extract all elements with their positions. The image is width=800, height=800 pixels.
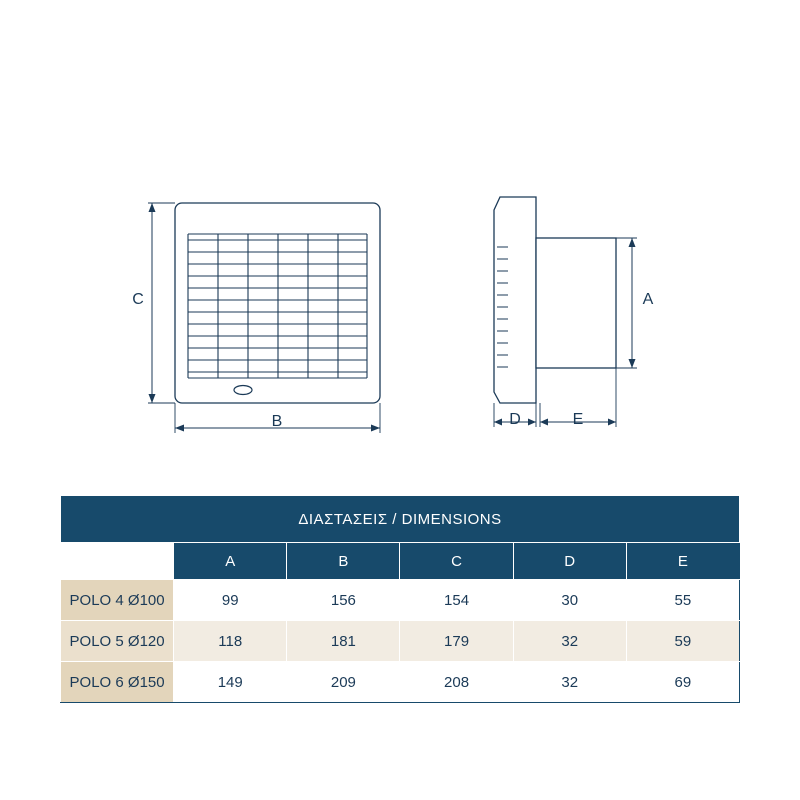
row-3-e: 69 [626,662,739,703]
table-header-row [61,543,740,580]
side-duct-spigot [536,238,616,368]
row-2-c: 179 [400,621,513,662]
header-col-d: D [513,543,626,580]
dimension-c [148,203,175,403]
label-e: E [572,411,584,428]
row-1-c: 154 [400,580,513,621]
row-model-3: POLO 6 Ø150 [61,662,174,703]
row-model-2: POLO 5 Ø120 [61,621,174,662]
row-1-e: 55 [626,580,739,621]
table-row [61,621,740,662]
header-col-b: B [287,543,400,580]
dimensions-table [60,495,740,703]
row-model-1: POLO 4 Ø100 [61,580,174,621]
row-2-d: 32 [513,621,626,662]
label-d: D [509,411,521,428]
header-col-c: C [400,543,513,580]
side-view [494,197,616,403]
table-title-row [61,496,740,543]
row-3-a: 149 [174,662,287,703]
label-c: C [132,291,144,309]
table-title: ΔΙΑΣΤΑΣΕΙΣ / DIMENSIONS [61,496,740,543]
row-3-c: 208 [400,662,513,703]
row-3-d: 32 [513,662,626,703]
row-1-d: 30 [513,580,626,621]
header-model-blank [61,543,174,580]
row-1-a: 99 [174,580,287,621]
row-1-b: 156 [287,580,400,621]
table-row [61,580,740,621]
row-2-b: 181 [287,621,400,662]
dimension-a [616,238,637,368]
label-b: B [271,413,283,430]
label-a: A [642,291,654,309]
row-3-b: 209 [287,662,400,703]
side-flange-profile [494,197,536,403]
header-col-e: E [626,543,739,580]
header-col-a: A [174,543,287,580]
front-view [175,203,380,403]
row-2-a: 118 [174,621,287,662]
row-2-e: 59 [626,621,739,662]
table-row [61,662,740,703]
